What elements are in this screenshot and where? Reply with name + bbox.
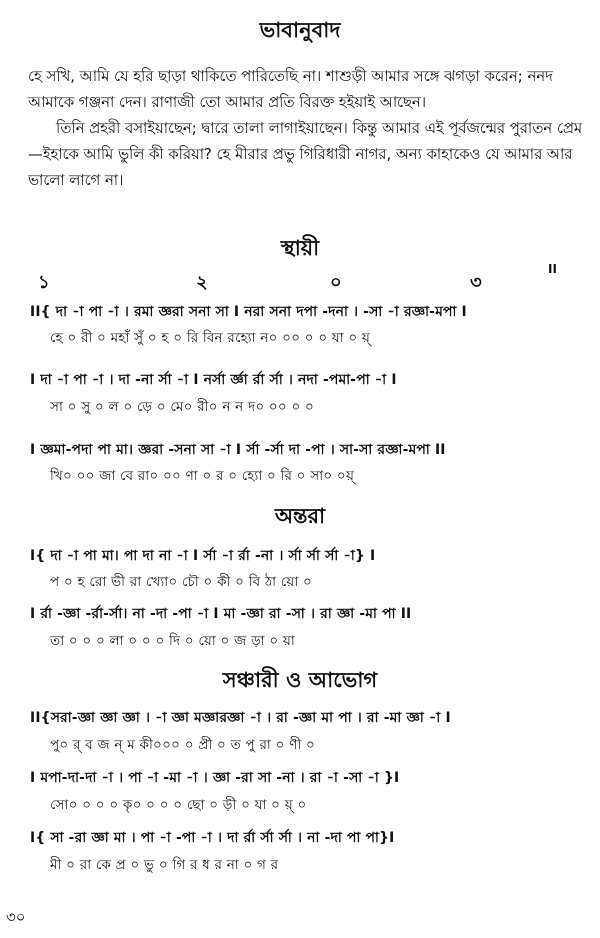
page-title: ভাবানুবাদ [259, 18, 341, 42]
page-number: ৩০ [6, 908, 26, 926]
beat-marker-3: ০ [330, 272, 342, 293]
beat-marker-5: II [548, 262, 557, 276]
section-heading-antara: অন্তরা [274, 504, 326, 528]
beat-marker-4: ৩ [470, 272, 482, 293]
beat-marker-1: ১ [38, 272, 50, 293]
translation-paragraph-1: হে সখি, আমি যে হরি ছাড়া থাকিতে পারিতেছি না। শাশুড়ী আমার সঙ্গে ঝগড়া করেন; ননদ আমাকে গঞ্জনা দেন। রাণাজী তো আমার প্রতি বিরক্ত হইয়াই আছেন। [28, 68, 553, 111]
section-heading-sanchari-abhog: সঞ্চারী ও আভোগ [222, 668, 378, 692]
beat-marker-2: ২ [196, 272, 208, 293]
translation-prose [28, 64, 583, 194]
translation-paragraph-2: তিনি প্রহরী বসাইয়াছেন; দ্বারে তালা লাগাইয়াছেন। কিন্তু আমার এই পূর্বজন্মের পুরাতন প্রেম—ইহাকে আমি ভুলি কী করিয়া? হে মীরার প্রভু গিরিধারী নাগর, অন্য কাহাকেও যে আমার আর ভালো লাগে না। [28, 120, 583, 189]
notation-page: ভাবানুবাদ হে সখি, আমি যে হরি ছাড়া থাকিতে পারিতেছি না। শাশুড়ী আমার সঙ্গে ঝগড়া করেন; ননদ আমাকে গঞ্জনা দেন। রাণাজী তো আমার প্রতি বিরক্ত হইয়াই আছেন। তিনি প্রহরী বসাইয়াছেন; দ্বারে তালা লাগাইয়াছেন। কিন্তু আমার এই পূর্বজন্মের পুরাতন প্রেম—ইহাকে আমি ভুলি কী করিয়া? হে মীরার প্রভু গিরিধারী নাগর, অন্য কাহাকেও যে আমার আর ভালো লাগে না। স্থায়ী ১ ২ ০ ৩ II II{ দা -া পা -া । রমা জ্ঞরা সনা সা I নরা সনা দপা -দনা । -সা -া রজ্ঞা-মপা I হে ০ রী ০ মহাঁ সুঁ ০ হ ০ রি বিন রহ্যো ন০ ০০ ০ ০ যা ০ য়্ I দা -া পা -া । দা -না র্সা -া I নর্সা র্জ্ঞা র্রা র্সা । নদা -পমা-পা -া I সা ০ সু ০ ল ০ ড়ে ০ মে০ রী০ ন ন দ০ ০০ ০ ০ I জ্ঞমা-পদা পা মা। জ্ঞরা -সনা সা -া I র্সা -র্সা দা -পা । সা-সা রজ্ঞা-মপা II খি০ ০০ জা বে রা০ ০০ ণা ০ র ০ হ্যো ০ রি ০ সা০ ০য়্ অন্তরা I{ দা -া পা মা। পা দা না -া I র্সা -া র্রা -না । র্সা র্সা র্সা -া} I প ০ হ রো ভী রা খ্যো০ চৌ ০ কী ০ বি ঠা য়ো ০ I র্রা -জ্ঞা -র্রা-র্সা। না -দা -পা -া I মা -জ্ঞা রা -সা । রা জ্ঞা -মা পা II তা ০ ০ ০ লা ০ ০ ০ দি ০ য়ো ০ জ ড়া ০ য়া সঞ্চারী ও আভোগ II{সরা-জ্ঞা জ্ঞা জ্ঞা । -া জ্ঞা মজ্ঞারজ্ঞা -া । রা -জ্ঞা মা পা । রা -মা জ্ঞা -া I পু০ র্ ব জ ন্ ম কী০০০ ০ প্রী ০ ত পু রা ০ ণী ০ I মপা-দা-দা -া । পা -া -মা -া । জ্ঞা -রা সা -না । রা -া -সা -া }I সো০ ০ ০ ০ কৃ০ ০ ০ ০ ছো ০ ড়ী ০ যা ০ য়্ ০ I{ সা -রা জ্ঞা মা । পা -া -পা -া । দা র্রা র্সা র্সা । না -দা পা পা}I মী ০ রা কে প্র ০ ভু ০ গি র ধ র না ০ গ র ৩০ [0, 0, 600, 938]
beat-markers [0, 262, 600, 293]
section-heading-sthayi: স্থায়ী [280, 236, 320, 260]
